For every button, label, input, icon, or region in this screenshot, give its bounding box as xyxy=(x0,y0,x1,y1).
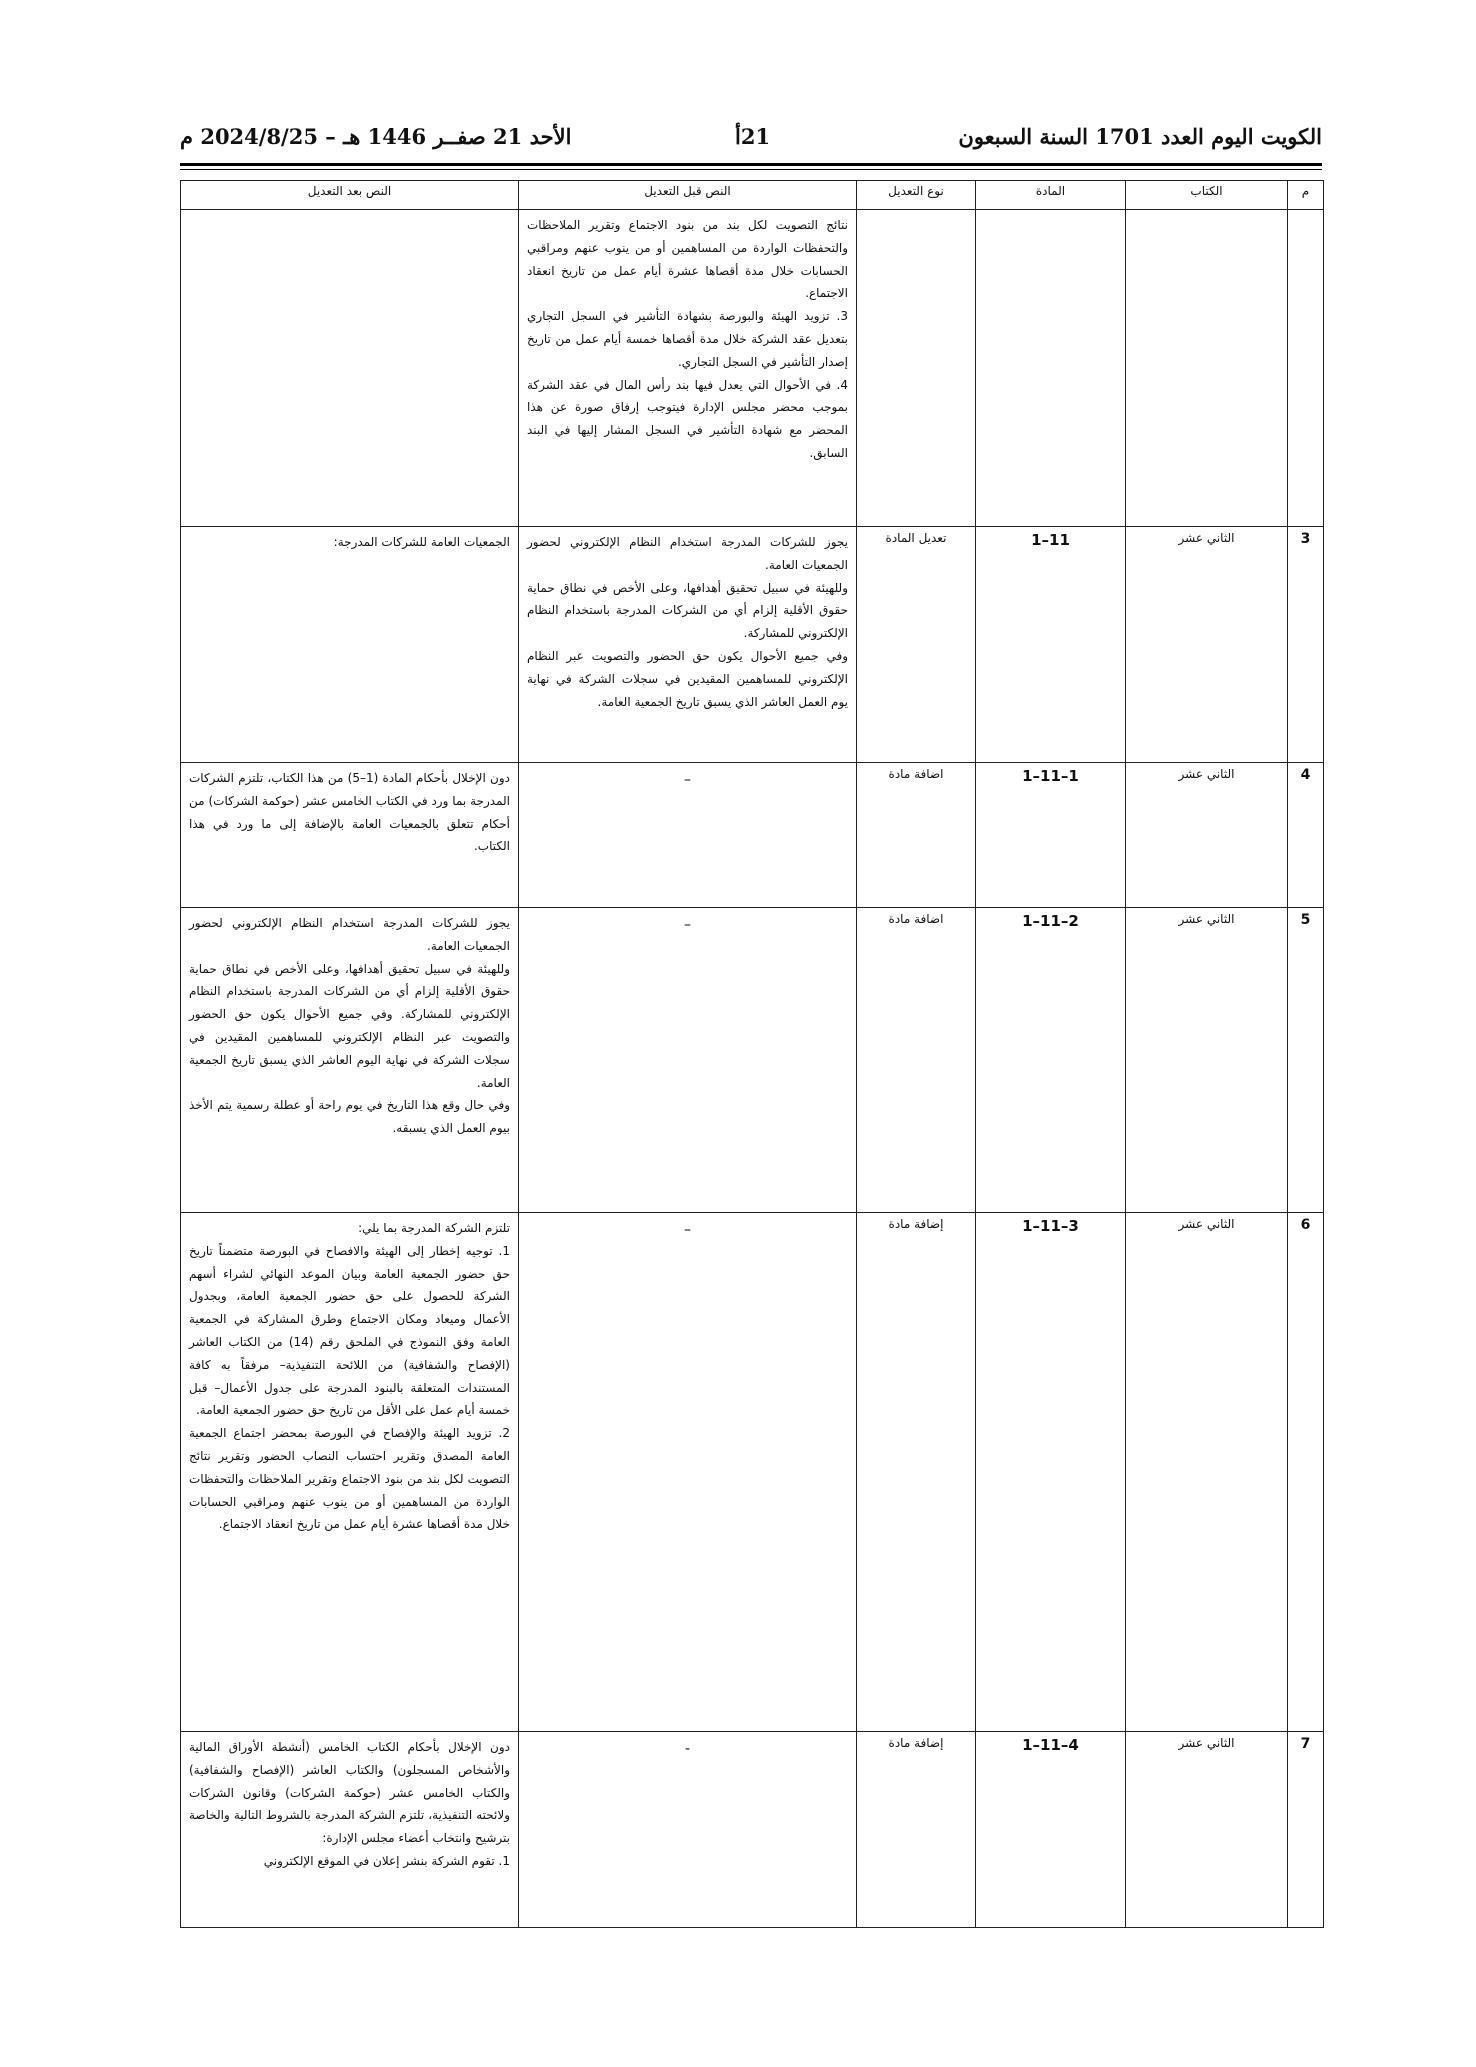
col-header-type: نوع التعديل xyxy=(857,181,976,210)
text-paragraph: 2. تزويد الهيئة والإفصاح في البورصة بمحضر اجتماع الجمعية العامة المصدق وتقرير احتساب النصاب الحضور وتقرير نتائج التصويت لكل بند من بنود الاجتماع وتقرير الملاحظات والتحفظات الواردة من المساهمين أو من ينوب عنهم ومراقبي الحسابات خلال مدة أقصاها عشرة أيام عمل من تاريخ انعقاد الاجتماع. xyxy=(189,1426,510,1532)
row-book xyxy=(1126,210,1288,527)
row-text-before xyxy=(519,210,857,527)
table-row xyxy=(181,1732,1324,1928)
row-text-after xyxy=(181,908,519,1213)
col-header-no: م xyxy=(1288,181,1324,210)
row-number: 6 xyxy=(1288,1213,1324,1732)
row-number xyxy=(1288,210,1324,527)
col-header-before: النص قبل التعديل xyxy=(519,181,857,210)
header-date: الأحد 21 صفــر 1446 هـ – 2024/8/25 م xyxy=(180,124,572,149)
row-text-after xyxy=(181,527,519,763)
text-paragraph: يجوز للشركات المدرجة استخدام النظام الإلكتروني لحضور الجمعيات العامة. xyxy=(527,535,848,572)
row-article: 1–11–1 xyxy=(976,763,1126,908)
row-amendment-type: إضافة مادة xyxy=(857,1732,976,1928)
row-amendment-type: اضافة مادة xyxy=(857,763,976,908)
row-book: الثاني عشر xyxy=(1126,1213,1288,1732)
text-paragraph: 1. توجيه إخطار إلى الهيئة والافصاح في البورصة متضمناً تاريخ حق حضور الجمعية العامة وبيان الموعد النهائي لشراء أسهم الشركة للحصول على حق حضور الجمعية العامة، وبجدول الأعمال وميعاد ومكان الاجتماع وطرق المشاركة في الجمعية العامة وفق النموذج في الملحق رقم (14) من الكتاب العاشر (الإفصاح والشفافية) من اللائحة التنفيذية– مرفقاً به كافة المستندات المتعلقة بالبنود المدرجة على جدول الأعمال– قبل خمسة أيام عمل على الأقل من تاريخ حق حضور الجمعية العامة. xyxy=(189,1243,510,1418)
text-paragraph: دون الإخلال بأحكام المادة (1–5) من هذا الكتاب، تلتزم الشركات المدرجة بما ورد في الكتاب الخامس عشر (حوكمة الشركات) من أحكام تتعلق بالجمعيات العامة بالإضافة إلى ما ورد في هذا الكتاب. xyxy=(189,771,510,854)
amendments-table xyxy=(180,180,1324,1928)
row-number: 5 xyxy=(1288,908,1324,1213)
header-rule-thin xyxy=(180,169,1322,170)
text-paragraph: 4. في الأحوال التي يعدل فيها بند رأس المال في عقد الشركة بموجب محضر مجلس الإدارة فيتوجب إرفاق صورة عن هذا المحضر مع شهادة التأشير في السجل المشار إليها في البند السابق. xyxy=(527,377,848,460)
row-text-before xyxy=(519,908,857,1213)
table-header-row xyxy=(181,181,1324,210)
row-amendment-type: إضافة مادة xyxy=(857,1213,976,1732)
col-header-after: النص بعد التعديل xyxy=(181,181,519,210)
text-paragraph: وللهيئة في سبيل تحقيق أهدافها، وعلى الأخص في نطاق حماية حقوق الأقلية إلزام أي من الشركات المدرجة باستخدام النظام الإلكتروني للمشاركة. xyxy=(527,580,848,641)
row-text-after xyxy=(181,210,519,527)
row-text-after xyxy=(181,1732,519,1928)
row-text-before xyxy=(519,1213,857,1732)
row-book: الثاني عشر xyxy=(1126,527,1288,763)
table-row xyxy=(181,1213,1324,1732)
text-paragraph: وللهيئة في سبيل تحقيق أهدافها، وعلى الأخص في نطاق حماية حقوق الأقلية إلزام أي من الشركات المدرجة باستخدام النظام الإلكتروني للمشاركة. وفي جميع الأحوال يكون حق الحضور والتصويت عبر النظام الإلكتروني للمساهمين المقيدين في سجلات الشركة في نهاية اليوم العاشر الذي يسبق تاريخ الجمعية العامة. xyxy=(189,961,510,1090)
header-rule-thick xyxy=(180,163,1322,166)
text-paragraph: وفي جميع الأحوال يكون حق الحضور والتصويت عبر النظام الإلكتروني للمساهمين المقيدين في سجلات الشركة في نهاية يوم العمل العاشر الذي يسبق تاريخ الجمعية العامة. xyxy=(527,648,848,709)
text-paragraph: – xyxy=(684,917,691,933)
row-book: الثاني عشر xyxy=(1126,763,1288,908)
row-article: 1–11–4 xyxy=(976,1732,1126,1928)
col-header-book: الكتاب xyxy=(1126,181,1288,210)
header-page-number: 21أ xyxy=(735,124,771,149)
row-text-before xyxy=(519,763,857,908)
row-article: 1–11 xyxy=(976,527,1126,763)
text-paragraph: تلتزم الشركة المدرجة بما يلي: xyxy=(358,1221,510,1235)
table-row xyxy=(181,763,1324,908)
header-issue: الكويت اليوم العدد 1701 السنة السبعون xyxy=(958,124,1322,149)
row-article: 1–11–3 xyxy=(976,1213,1126,1732)
row-book: الثاني عشر xyxy=(1126,908,1288,1213)
row-article xyxy=(976,210,1126,527)
row-article: 1–11–2 xyxy=(976,908,1126,1213)
row-text-after xyxy=(181,763,519,908)
row-text-after xyxy=(181,1213,519,1732)
table-row xyxy=(181,908,1324,1213)
row-number: 7 xyxy=(1288,1732,1324,1928)
row-amendment-type: تعديل المادة xyxy=(857,527,976,763)
text-paragraph: وفي حال وقع هذا التاريخ في يوم راحة أو عطلة رسمية يتم الأخذ بيوم العمل الذي يسبقه. xyxy=(189,1098,510,1136)
row-amendment-type: اضافة مادة xyxy=(857,908,976,1213)
text-paragraph: يجوز للشركات المدرجة استخدام النظام الإلكتروني لحضور الجمعيات العامة. xyxy=(189,916,510,953)
table-row xyxy=(181,527,1324,763)
page-header xyxy=(180,124,1322,158)
table-body xyxy=(181,210,1324,1928)
table-row xyxy=(181,210,1324,527)
text-paragraph: – xyxy=(684,772,691,788)
text-paragraph: نتائج التصويت لكل بند من بنود الاجتماع وتقرير الملاحظات والتحفظات الواردة من المساهمين أو من ينوب عنهم ومراقبي الحسابات خلال مدة أقصاها عشرة أيام عمل من تاريخ انعقاد الاجتماع. xyxy=(527,218,848,301)
row-book: الثاني عشر xyxy=(1126,1732,1288,1928)
row-text-before xyxy=(519,527,857,763)
row-number: 3 xyxy=(1288,527,1324,763)
row-number: 4 xyxy=(1288,763,1324,908)
text-paragraph: - xyxy=(684,1741,691,1757)
row-amendment-type xyxy=(857,210,976,527)
text-paragraph: 1. تقوم الشركة بنشر إعلان في الموقع الإلكتروني xyxy=(263,1853,510,1868)
row-text-before xyxy=(519,1732,857,1928)
text-paragraph: – xyxy=(684,1222,691,1238)
text-paragraph: 3. تزويد الهيئة والبورصة بشهادة التأشير في السجل التجاري بتعديل عقد الشركة خلال مدة أقصاها خمسة أيام عمل من تاريخ إصدار التأشير في السجل التجاري. xyxy=(527,309,848,369)
text-paragraph: الجمعيات العامة للشركات المدرجة: xyxy=(333,535,510,549)
text-paragraph: دون الإخلال بأحكام الكتاب الخامس (أنشطة الأوراق المالية والأشخاص المسجلون) والكتاب العاشر (الإفصاح والشفافية) والكتاب الخامس عشر (حوكمة الشركات) وقانون الشركات ولائحته التنفيذية، تلتزم الشركة المدرجة بالشروط التالية والخاصة بترشيح وانتخاب أعضاء مجلس الإدارة: xyxy=(189,1740,510,1846)
col-header-article: المادة xyxy=(976,181,1126,210)
